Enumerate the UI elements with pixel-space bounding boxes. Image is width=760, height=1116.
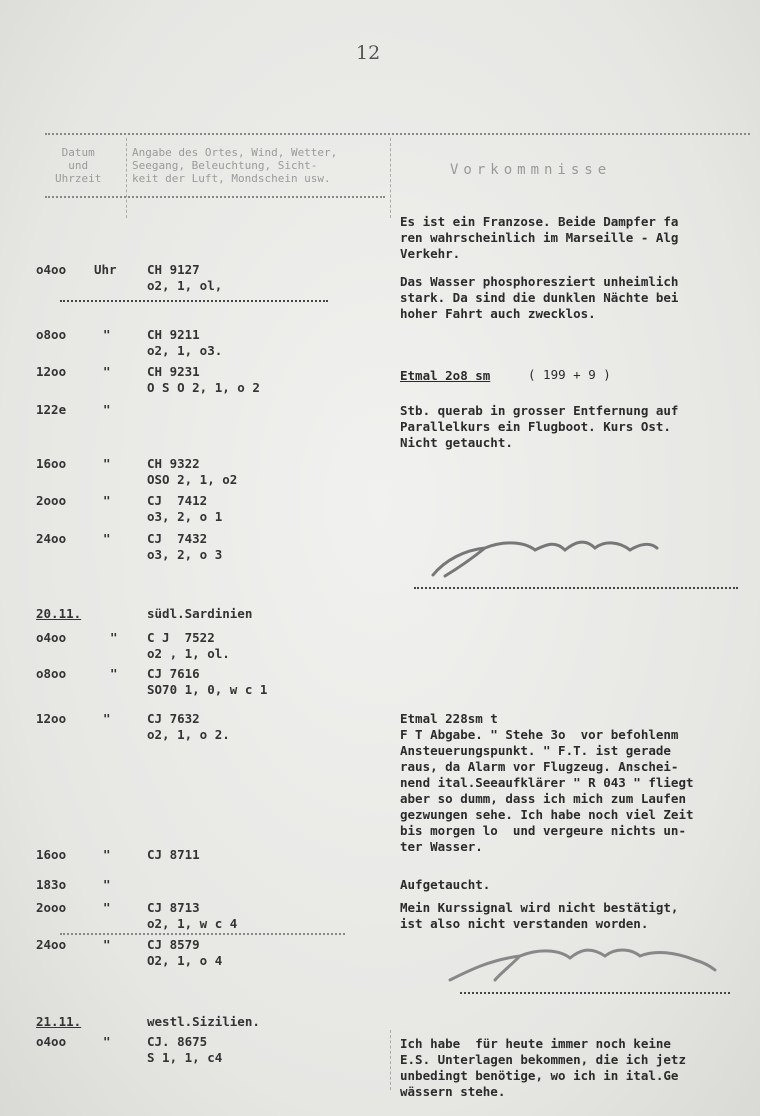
entry-date: 2ooo [36,493,67,508]
column-divider-2 [390,138,391,218]
entry-mark: " [103,364,111,379]
entry-weather: o2, 1, ol, [147,278,223,293]
entry-mark: " [103,1034,111,1049]
entry-date: o8oo [36,327,67,342]
entry-position: CJ 8579 [147,937,200,952]
day-heading-location: westl.Sizilien. [147,1014,260,1029]
signature [425,520,665,590]
event-etmal: Etmal 2o8 sm [400,368,491,383]
day-heading-location: südl.Sardinien [147,606,253,621]
entry-weather: o3, 2, o 1 [147,509,223,524]
event-text: Aufgetaucht. [400,877,491,892]
entry-weather: O2, 1, o 4 [147,953,223,968]
entry-position: CH 9127 [147,262,200,277]
entry-date: 16oo [36,456,67,471]
day-heading-date: 21.11. [36,1014,82,1029]
entry-mark: " [103,900,111,915]
entry-weather: o2 , 1, ol. [147,646,230,661]
entry-weather: o2, 1, o3. [147,343,223,358]
entry-date: 24oo [36,531,67,546]
entry-mark: " [103,877,111,892]
entry-date: 2ooo [36,900,67,915]
event-text: Das Wasser phosphoresziert unheimlich stark. Da sind die dunklen Nächte bei hoher Fahrt auch zwecklos. [400,274,679,321]
entry-position: CJ 8711 [147,847,200,862]
entry-mark: " [103,847,111,862]
entry-mark: " [110,666,118,681]
entry-mark: " [103,402,111,417]
entry-mark: Uhr [94,262,117,277]
entry-mark: " [103,456,111,471]
entry-position: CJ 7616 [147,666,200,681]
entry-date: o4oo [36,262,67,277]
entry-date: 24oo [36,937,67,952]
event-text: Ich habe für heute immer noch keine E.S. Unterlagen bekommen, die ich jetz unbedingt benötige, wo ich in ital.Ge wässern stehe. [400,1036,686,1099]
entry-position: CJ 8713 [147,900,200,915]
column-divider-1 [126,138,127,218]
day-heading-date: 20.11. [36,606,82,621]
entry-position: CJ 7432 [147,531,208,546]
header-events-column: Vorkommnisse [450,162,612,178]
entry-mark: " [103,937,111,952]
entry-position: CH 9322 [147,456,200,471]
entry-mark: " [103,711,111,726]
entry-date: 12oo [36,711,67,726]
entry-mark: " [103,531,111,546]
event-etmal-detail: ( 199 + 9 ) [528,367,611,382]
entry-weather: O S O 2, 1, o 2 [147,380,260,395]
separator-line [60,933,345,935]
header-top-rule [45,133,750,135]
entry-weather: S 1, 1, c4 [147,1050,223,1065]
separator-line [60,300,328,302]
entry-position: CJ 7632 [147,711,200,726]
entry-weather: o3, 2, o 3 [147,547,223,562]
entry-date: 12oo [36,364,67,379]
column-divider-bottom [390,1030,391,1090]
signature [440,930,720,990]
header-place-column: Angabe des Ortes, Wind, Wetter, Seegang, Beleuchtung, Sicht- keit der Luft, Mondschein usw. [132,146,338,185]
entry-date: o4oo [36,630,67,645]
signature-rule [460,992,730,994]
header-date-column: Datum und Uhrzeit [55,146,102,185]
entry-weather: OSO 2, 1, o2 [147,472,238,487]
entry-position: C J 7522 [147,630,215,645]
entry-mark: " [103,327,111,342]
entry-weather: o2, 1, o 2. [147,727,230,742]
page-number: 12 [356,42,381,64]
entry-date: o4oo [36,1034,67,1049]
entry-mark: " [103,493,111,508]
entry-date: 16oo [36,847,67,862]
entry-date: o8oo [36,666,67,681]
entry-position: CJ. 8675 [147,1034,208,1049]
entry-date: 183o [36,877,67,892]
header-bottom-rule [45,196,385,198]
entry-weather: o2, 1, w c 4 [147,916,238,931]
entry-position: CJ 7412 [147,493,208,508]
entry-position: CH 9211 [147,327,200,342]
entry-position: CH 9231 [147,364,200,379]
entry-date: 122e [36,402,67,417]
entry-weather: SO70 1, 0, w c 1 [147,682,268,697]
signature-rule [414,587,738,589]
entry-mark: " [110,630,118,645]
event-text: Stb. querab in grosser Entfernung auf Parallelkurs ein Flugboot. Kurs Ost. Nicht getaucht. [400,403,679,450]
event-text: Es ist ein Franzose. Beide Dampfer fa ren wahrscheinlich im Marseille - Alg Verkehr. [400,214,679,261]
event-text: Etmal 228sm t F T Abgabe. " Stehe 3o vor befohlenm Ansteuerungspunkt. " F.T. ist gerade raus, da Alarm vor Flugzeug. Anschei- nend ital.Seeaufklärer " R 043 " fliegt aber so dumm, dass ich mich zum Laufen gezwungen sehe. Ich habe noch viel Zeit bis morgen lo und vergeure nichts un- ter Wasser. [400,711,694,854]
event-text: Mein Kurssignal wird nicht bestätigt, ist also nicht verstanden worden. [400,900,679,931]
